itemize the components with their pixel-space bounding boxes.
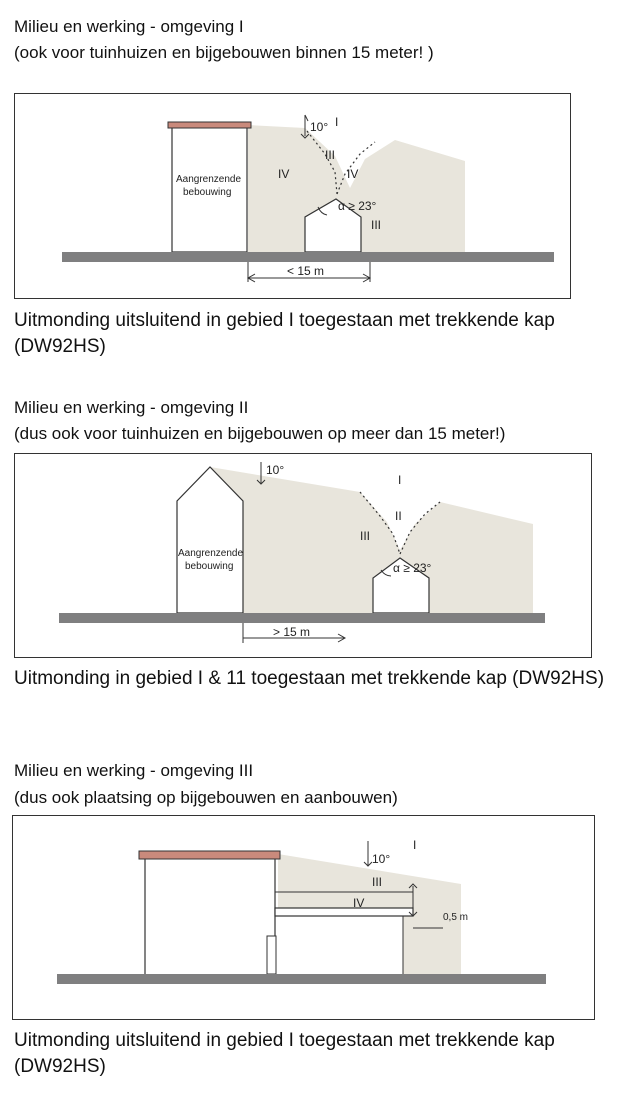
zone-IV-left-label: IV bbox=[278, 167, 290, 181]
alpha-angle-label: α ≥ 23° bbox=[393, 561, 432, 575]
section3-title: Milieu en werking - omgeving III bbox=[14, 761, 254, 780]
angle-10-label: 10° bbox=[310, 120, 329, 134]
adjacent-building-label-2: bebouwing bbox=[185, 561, 234, 572]
zone-IV-label: IV bbox=[353, 896, 365, 910]
adjacent-building-label-1: Aangrenzende bbox=[178, 548, 244, 559]
section1-title: Milieu en werking - omgeving I bbox=[14, 17, 244, 36]
angle-10-label: 10° bbox=[266, 463, 285, 477]
diagram-environment-3 bbox=[12, 815, 595, 1020]
diagram-3-drawing bbox=[13, 816, 594, 1019]
adjacent-building-label-2: bebouwing bbox=[183, 187, 232, 198]
diagram-2-drawing bbox=[15, 454, 591, 657]
main-roof bbox=[139, 851, 280, 859]
section1-caption: Uitmonding uitsluitend in gebied I toegestaan met trekkende kap (DW92HS) bbox=[14, 310, 555, 357]
zone-III-right-label: III bbox=[371, 218, 382, 232]
diagram-environment-2 bbox=[14, 453, 592, 658]
section2-subtitle: (dus ook voor tuinhuizen en bijgebouwen op meer dan 15 meter!) bbox=[14, 424, 506, 443]
ground-line bbox=[62, 252, 554, 262]
angle-10-label: 10° bbox=[372, 852, 391, 866]
zone-IV-right-label: IV bbox=[347, 167, 359, 181]
zone-II-label: II bbox=[395, 509, 402, 523]
section2-title: Milieu en werking - omgeving II bbox=[14, 398, 249, 417]
zone-area bbox=[210, 467, 533, 613]
zone-I-label: I bbox=[398, 473, 402, 487]
distance-label: < 15 m bbox=[287, 264, 325, 278]
adjacent-building-roof bbox=[168, 122, 251, 128]
section2-caption: Uitmonding in gebied I & 11 toegestaan met trekkende kap (DW92HS) bbox=[14, 668, 605, 689]
zone-III-label: III bbox=[325, 148, 336, 162]
zone-III-label: III bbox=[360, 529, 371, 543]
adjacent-building-label-1: Aangrenzende bbox=[176, 174, 242, 185]
section3-subtitle: (dus ook plaatsing op bijgebouwen en aanbouwen) bbox=[14, 788, 398, 807]
section1-subtitle: (ook voor tuinhuizen en bijgebouwen binnen 15 meter! ) bbox=[14, 43, 434, 62]
ground-line bbox=[57, 974, 546, 984]
zone-I-label: I bbox=[335, 115, 339, 129]
height-label: 0,5 m bbox=[443, 912, 469, 923]
zone-I-label: I bbox=[413, 838, 417, 852]
extension-roof bbox=[275, 908, 413, 916]
distance-label: > 15 m bbox=[273, 625, 311, 639]
diagram-1-drawing bbox=[15, 94, 570, 298]
zone-III-label: III bbox=[372, 875, 383, 889]
ground-line bbox=[59, 613, 545, 623]
section3-caption: Uitmonding uitsluitend in gebied I toegestaan met trekkende kap (DW92HS) bbox=[14, 1030, 555, 1077]
alpha-angle-label: α ≥ 23° bbox=[338, 199, 377, 213]
diagram-environment-1 bbox=[14, 93, 571, 299]
support-post bbox=[267, 936, 276, 974]
